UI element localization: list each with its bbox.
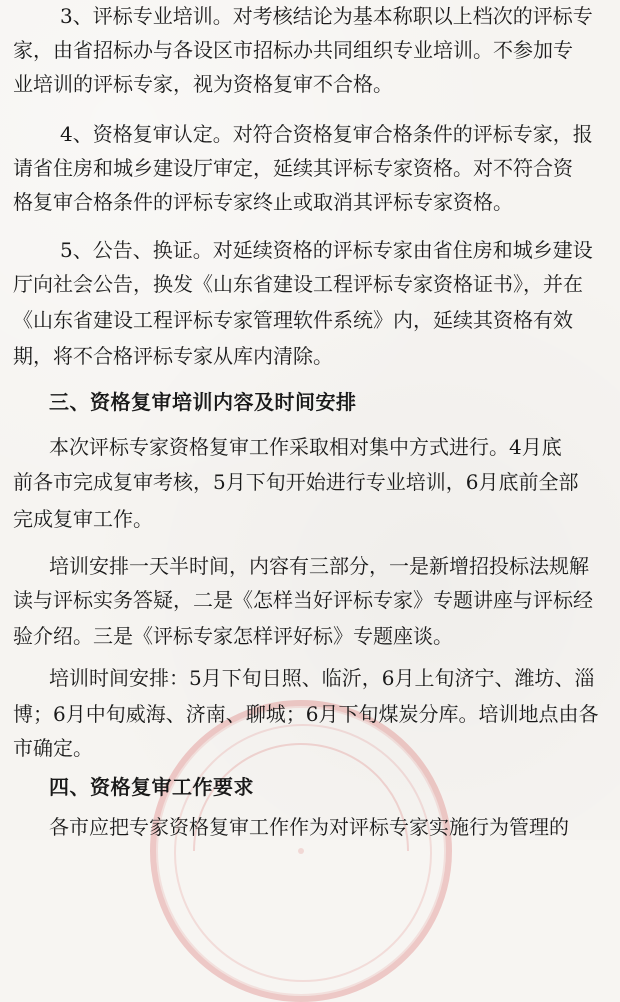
paragraph-line: 《山东省建设工程评标专家管理软件系统》内，延续其资格有效 [13, 308, 573, 332]
paragraph-line: 前各市完成复审考核，5月下旬开始进行专业培训，6月底前全部 [13, 470, 579, 494]
paragraph-line: 本次评标专家资格复审工作采取相对集中方式进行。4月底 [49, 435, 562, 459]
paragraph-line: 格复审合格条件的评标专家终止或取消其评标专家资格。 [13, 190, 513, 214]
paragraph-line: 市确定。 [13, 736, 93, 760]
paragraph-line: 期，将不合格评标专家从库内清除。 [13, 344, 333, 368]
paragraph-line: 博；6月中旬威海、济南、聊城；6月下旬煤炭分库。培训地点由各 [13, 702, 599, 726]
paragraph-line: 3、评标专业培训。对考核结论为基本称职以上档次的评标专 [60, 4, 593, 28]
paragraph-line: 家，由省招标办与各设区市招标办共同组织专业培训。不参加专 [13, 38, 573, 62]
paragraph-line: 读与评标实务答疑，二是《怎样当好评标专家》专题讲座与评标经 [13, 588, 593, 612]
paragraph-line: 厅向社会公告，换发《山东省建设工程评标专家资格证书》，并在 [13, 272, 583, 296]
section-heading: 四、资格复审工作要求 [49, 775, 254, 799]
paragraph-line: 业培训的评标专家，视为资格复审不合格。 [13, 72, 393, 96]
paragraph-line: 4、资格复审认定。对符合资格复审合格条件的评标专家，报 [60, 122, 593, 146]
paragraph-line: 完成复审工作。 [13, 507, 153, 531]
paragraph-line: 培训安排一天半时间，内容有三部分，一是新增招投标法规解 [49, 554, 589, 578]
paragraph-line: 验介绍。三是《评标专家怎样评好标》专题座谈。 [13, 624, 453, 648]
paragraph-line: 5、公告、换证。对延续资格的评标专家由省住房和城乡建设 [60, 238, 593, 262]
paragraph-line: 请省住房和城乡建设厅审定，延续其评标专家资格。对不符合资 [13, 156, 573, 180]
section-heading: 三、资格复审培训内容及时间安排 [49, 390, 357, 414]
paragraph-line: 培训时间安排：5月下旬日照、临沂，6月上旬济宁、潍坊、淄 [49, 666, 595, 690]
paragraph-line: 各市应把专家资格复审工作作为对评标专家实施行为管理的 [49, 815, 569, 839]
